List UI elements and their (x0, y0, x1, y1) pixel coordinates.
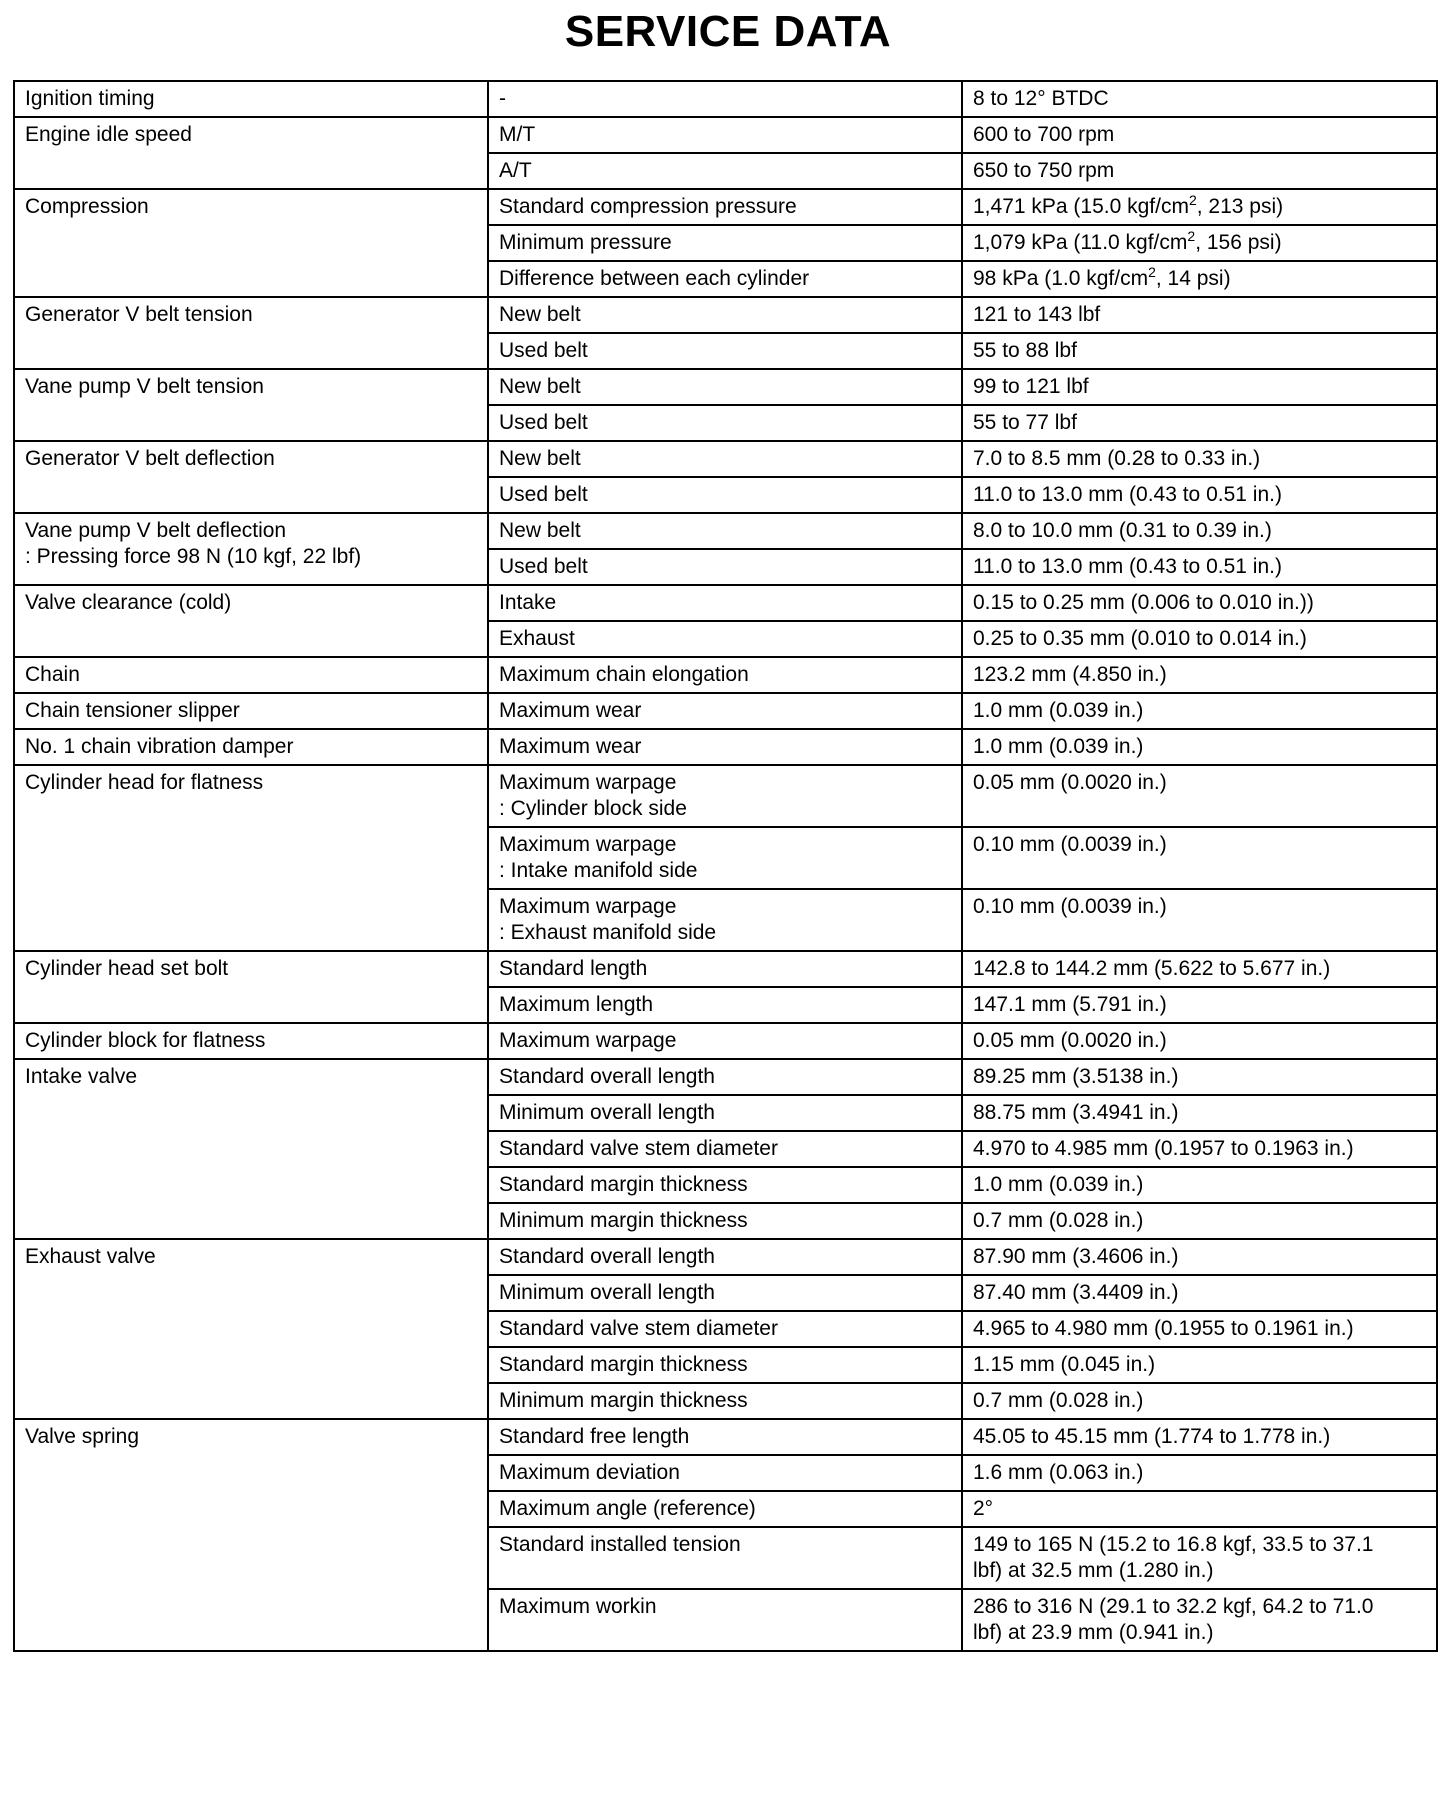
condition-label: Used belt (499, 411, 588, 434)
condition-label: M/T (499, 123, 536, 146)
condition-label: Intake (499, 591, 557, 614)
spec-value: 88.75 mm (3.4941 in.) (973, 1101, 1179, 1124)
spec-value: 142.8 to 144.2 mm (5.622 to 5.677 in.) (973, 957, 1331, 980)
condition-cell (488, 621, 962, 657)
spec-value-cell (962, 441, 1437, 477)
spec-value: 147.1 mm (5.791 in.) (973, 993, 1167, 1016)
table-row (14, 189, 1437, 225)
condition-cell (488, 1455, 962, 1491)
item-label: Valve clearance (cold) (25, 591, 232, 614)
condition-label: Standard margin thickness (499, 1173, 748, 1196)
spec-value-cell (962, 189, 1437, 225)
spec-value: 11.0 to 13.0 mm (0.43 to 0.51 in.) (973, 483, 1282, 506)
spec-value: 0.05 mm (0.0020 in.) (973, 1029, 1167, 1052)
spec-value: 286 to 316 N (29.1 to 32.2 kgf, 64.2 to 71.0 (973, 1595, 1374, 1618)
item-label: Chain (25, 663, 80, 686)
spec-value-cell (962, 621, 1437, 657)
condition-label: Maximum warpage (499, 771, 677, 794)
condition-cell (488, 1203, 962, 1239)
spec-value-cell (962, 1095, 1437, 1131)
spec-value-cell (962, 1383, 1437, 1419)
spec-value-cell (962, 1455, 1437, 1491)
item-label: Compression (25, 195, 149, 218)
spec-value-cell (962, 951, 1437, 987)
table-row (14, 585, 1437, 621)
spec-value: 55 to 88 lbf (973, 339, 1077, 362)
condition-cell (488, 1239, 962, 1275)
spec-value: 55 to 77 lbf (973, 411, 1077, 434)
condition-cell (488, 585, 962, 621)
item-label: Cylinder block for flatness (25, 1029, 266, 1052)
spec-value: 1.0 mm (0.039 in.) (973, 735, 1144, 758)
spec-value: 0.15 to 0.25 mm (0.006 to 0.010 in.)) (973, 591, 1314, 614)
spec-value: 650 to 750 rpm (973, 159, 1115, 182)
condition-cell (488, 1275, 962, 1311)
item-label: Cylinder head for flatness (25, 771, 264, 794)
spec-value: 0.10 mm (0.0039 in.) (973, 833, 1167, 856)
spec-value-cell (962, 1023, 1437, 1059)
condition-label: Maximum wear (499, 699, 642, 722)
condition-label: Minimum overall length (499, 1281, 715, 1304)
spec-value: 99 to 121 lbf (973, 375, 1089, 398)
item-cell (14, 1059, 488, 1239)
condition-label: New belt (499, 375, 581, 398)
spec-value: 1.0 mm (0.039 in.) (973, 699, 1144, 722)
spec-value-cell (962, 369, 1437, 405)
spec-value-cell (962, 1589, 1437, 1651)
table-row (14, 1023, 1437, 1059)
spec-value-cell (962, 1419, 1437, 1455)
condition-label: Standard length (499, 957, 648, 980)
spec-value-cell (962, 1203, 1437, 1239)
spec-value: lbf) at 23.9 mm (0.941 in.) (973, 1621, 1214, 1644)
condition-label: Used belt (499, 483, 588, 506)
spec-value-cell (962, 153, 1437, 189)
spec-value-cell (962, 987, 1437, 1023)
condition-cell (488, 549, 962, 585)
spec-value: 98 kPa (1.0 kgf/$cm^2$, 14 psi) (973, 264, 1231, 290)
condition-cell (488, 889, 962, 951)
item-label: Ignition timing (25, 87, 155, 110)
spec-value-cell (962, 333, 1437, 369)
table-row (14, 1239, 1437, 1275)
spec-value-cell (962, 297, 1437, 333)
condition-label: Maximum wear (499, 735, 642, 758)
spec-value: 87.40 mm (3.4409 in.) (973, 1281, 1179, 1304)
spec-value-cell (962, 1239, 1437, 1275)
item-cell (14, 117, 488, 189)
condition-cell (488, 1491, 962, 1527)
item-cell (14, 1419, 488, 1651)
condition-label: Maximum deviation (499, 1461, 680, 1484)
item-label: Cylinder head set bolt (25, 957, 229, 980)
spec-value-cell (962, 405, 1437, 441)
spec-value: 0.7 mm (0.028 in.) (973, 1389, 1144, 1412)
condition-label: Minimum pressure (499, 231, 672, 254)
spec-value-cell (962, 729, 1437, 765)
condition-cell (488, 369, 962, 405)
superscript: 2 (1148, 264, 1156, 280)
condition-cell (488, 477, 962, 513)
table-row (14, 729, 1437, 765)
condition-label: New belt (499, 447, 581, 470)
condition-label: New belt (499, 519, 581, 542)
condition-label: New belt (499, 303, 581, 326)
table-row (14, 513, 1437, 549)
spec-value: 0.05 mm (0.0020 in.) (973, 771, 1167, 794)
table-row (14, 81, 1437, 117)
spec-value-cell (962, 765, 1437, 827)
spec-value: 123.2 mm (4.850 in.) (973, 663, 1167, 686)
condition-cell (488, 1527, 962, 1589)
item-cell (14, 1023, 488, 1059)
item-cell (14, 513, 488, 585)
spec-value-cell (962, 1059, 1437, 1095)
condition-label: Maximum warpage (499, 1029, 677, 1052)
item-label: Engine idle speed (25, 123, 192, 146)
table-row (14, 951, 1437, 987)
condition-label: Standard margin thickness (499, 1353, 748, 1376)
item-label: : Pressing force 98 N (10 kgf, 22 lbf) (25, 545, 362, 568)
spec-value-cell (962, 1167, 1437, 1203)
spec-value-cell (962, 261, 1437, 297)
condition-label: Standard valve stem diameter (499, 1137, 778, 1160)
condition-label: - (499, 87, 506, 110)
table-row (14, 1059, 1437, 1095)
condition-label: Maximum warpage (499, 833, 677, 856)
item-cell (14, 765, 488, 951)
service-data-table-body (14, 81, 1437, 1651)
table-row (14, 693, 1437, 729)
table-row (14, 657, 1437, 693)
condition-cell (488, 951, 962, 987)
condition-cell (488, 1383, 962, 1419)
table-row (14, 369, 1437, 405)
spec-value-cell (962, 81, 1437, 117)
spec-value: 1,079 kPa (11.0 kgf/$cm^2$, 156 psi) (973, 228, 1282, 254)
item-cell (14, 189, 488, 297)
item-label: Valve spring (25, 1425, 140, 1448)
condition-cell (488, 1589, 962, 1651)
spec-value: 0.10 mm (0.0039 in.) (973, 895, 1167, 918)
item-cell (14, 951, 488, 1023)
condition-cell (488, 153, 962, 189)
condition-cell (488, 189, 962, 225)
condition-label: Maximum length (499, 993, 654, 1016)
table-row (14, 117, 1437, 153)
condition-cell (488, 1131, 962, 1167)
spec-value-cell (962, 117, 1437, 153)
item-cell (14, 693, 488, 729)
condition-cell (488, 1167, 962, 1203)
spec-value: 121 to 143 lbf (973, 303, 1101, 326)
condition-cell (488, 225, 962, 261)
spec-value-cell (962, 1491, 1437, 1527)
spec-value-cell (962, 477, 1437, 513)
condition-cell (488, 693, 962, 729)
item-cell (14, 657, 488, 693)
condition-label: Used belt (499, 555, 588, 578)
condition-cell (488, 1419, 962, 1455)
spec-value: 149 to 165 N (15.2 to 16.8 kgf, 33.5 to 37.1 (973, 1533, 1374, 1556)
spec-value: 1.6 mm (0.063 in.) (973, 1461, 1144, 1484)
condition-cell (488, 333, 962, 369)
condition-label: Maximum workin (499, 1595, 657, 1618)
item-cell (14, 81, 488, 117)
spec-value: 87.90 mm (3.4606 in.) (973, 1245, 1179, 1268)
spec-value: 7.0 to 8.5 mm (0.28 to 0.33 in.) (973, 447, 1261, 470)
item-label: Intake valve (25, 1065, 138, 1088)
condition-cell (488, 297, 962, 333)
spec-value-cell (962, 225, 1437, 261)
condition-label: Minimum margin thickness (499, 1389, 748, 1412)
condition-cell (488, 657, 962, 693)
spec-value-cell (962, 657, 1437, 693)
spec-value-cell (962, 513, 1437, 549)
service-data-table (13, 80, 1438, 1652)
spec-value-cell (962, 693, 1437, 729)
spec-value: 0.25 to 0.35 mm (0.010 to 0.014 in.) (973, 627, 1307, 650)
spec-value: 11.0 to 13.0 mm (0.43 to 0.51 in.) (973, 555, 1282, 578)
spec-value: 89.25 mm (3.5138 in.) (973, 1065, 1179, 1088)
item-label: Chain tensioner slipper (25, 699, 240, 722)
condition-cell (488, 1059, 962, 1095)
spec-value: 8.0 to 10.0 mm (0.31 to 0.39 in.) (973, 519, 1272, 542)
item-cell (14, 729, 488, 765)
spec-value: 1.15 mm (0.045 in.) (973, 1353, 1156, 1376)
spec-value: 1.0 mm (0.039 in.) (973, 1173, 1144, 1196)
item-label: No. 1 chain vibration damper (25, 735, 294, 758)
superscript: 2 (1188, 192, 1197, 208)
table-row (14, 441, 1437, 477)
condition-cell (488, 987, 962, 1023)
spec-value: 2° (973, 1497, 994, 1520)
page-title: SERVICE DATA (564, 7, 892, 56)
condition-cell (488, 1023, 962, 1059)
condition-label: A/T (499, 159, 532, 182)
condition-label: Standard valve stem diameter (499, 1317, 778, 1340)
condition-label: Used belt (499, 339, 588, 362)
condition-cell (488, 1311, 962, 1347)
superscript: 2 (1187, 228, 1196, 244)
item-cell (14, 585, 488, 657)
condition-cell (488, 81, 962, 117)
spec-value: 1,471 kPa (15.0 kgf/$cm^2$, 213 psi) (973, 192, 1284, 218)
table-row (14, 1419, 1437, 1455)
condition-cell (488, 261, 962, 297)
item-label: Vane pump V belt tension (25, 375, 264, 398)
condition-label: Maximum warpage (499, 895, 677, 918)
condition-cell (488, 441, 962, 477)
condition-label: Standard overall length (499, 1065, 715, 1088)
spec-value: 600 to 700 rpm (973, 123, 1115, 146)
condition-cell (488, 117, 962, 153)
item-cell (14, 441, 488, 513)
table-row (14, 765, 1437, 827)
condition-label: Standard compression pressure (499, 195, 797, 218)
spec-value: 4.965 to 4.980 mm (0.1955 to 0.1961 in.) (973, 1317, 1354, 1340)
spec-value-cell (962, 549, 1437, 585)
condition-cell (488, 1095, 962, 1131)
condition-cell (488, 827, 962, 889)
spec-value-cell (962, 889, 1437, 951)
spec-value-cell (962, 585, 1437, 621)
condition-cell (488, 1347, 962, 1383)
spec-value-cell (962, 1311, 1437, 1347)
spec-value: 45.05 to 45.15 mm (1.774 to 1.778 in.) (973, 1425, 1331, 1448)
spec-value-cell (962, 1527, 1437, 1589)
spec-value: 0.7 mm (0.028 in.) (973, 1209, 1144, 1232)
condition-label: : Intake manifold side (499, 859, 698, 882)
spec-value: 8 to 12° BTDC (973, 87, 1109, 110)
item-cell (14, 369, 488, 441)
item-label: Vane pump V belt deflection (25, 519, 287, 542)
spec-value-cell (962, 1275, 1437, 1311)
item-label: Generator V belt tension (25, 303, 253, 326)
condition-label: Standard overall length (499, 1245, 715, 1268)
item-cell (14, 297, 488, 369)
item-label: Exhaust valve (25, 1245, 156, 1268)
item-cell (14, 1239, 488, 1419)
condition-label: Maximum chain elongation (499, 663, 749, 686)
item-label: Generator V belt deflection (25, 447, 275, 470)
condition-label: : Cylinder block side (499, 797, 687, 820)
table-row (14, 297, 1437, 333)
condition-label: Minimum overall length (499, 1101, 715, 1124)
spec-value-cell (962, 827, 1437, 889)
spec-value: 4.970 to 4.985 mm (0.1957 to 0.1963 in.) (973, 1137, 1354, 1160)
condition-cell (488, 405, 962, 441)
condition-cell (488, 729, 962, 765)
condition-label: Minimum margin thickness (499, 1209, 748, 1232)
spec-value: lbf) at 32.5 mm (1.280 in.) (973, 1559, 1214, 1582)
condition-label: Standard free length (499, 1425, 690, 1448)
condition-label: Maximum angle (reference) (499, 1497, 756, 1520)
condition-label: Standard installed tension (499, 1533, 741, 1556)
condition-cell (488, 513, 962, 549)
condition-label: : Exhaust manifold side (499, 921, 717, 944)
condition-cell (488, 765, 962, 827)
spec-value-cell (962, 1347, 1437, 1383)
spec-value-cell (962, 1131, 1437, 1167)
condition-label: Difference between each cylinder (499, 267, 810, 290)
condition-label: Exhaust (499, 627, 575, 650)
